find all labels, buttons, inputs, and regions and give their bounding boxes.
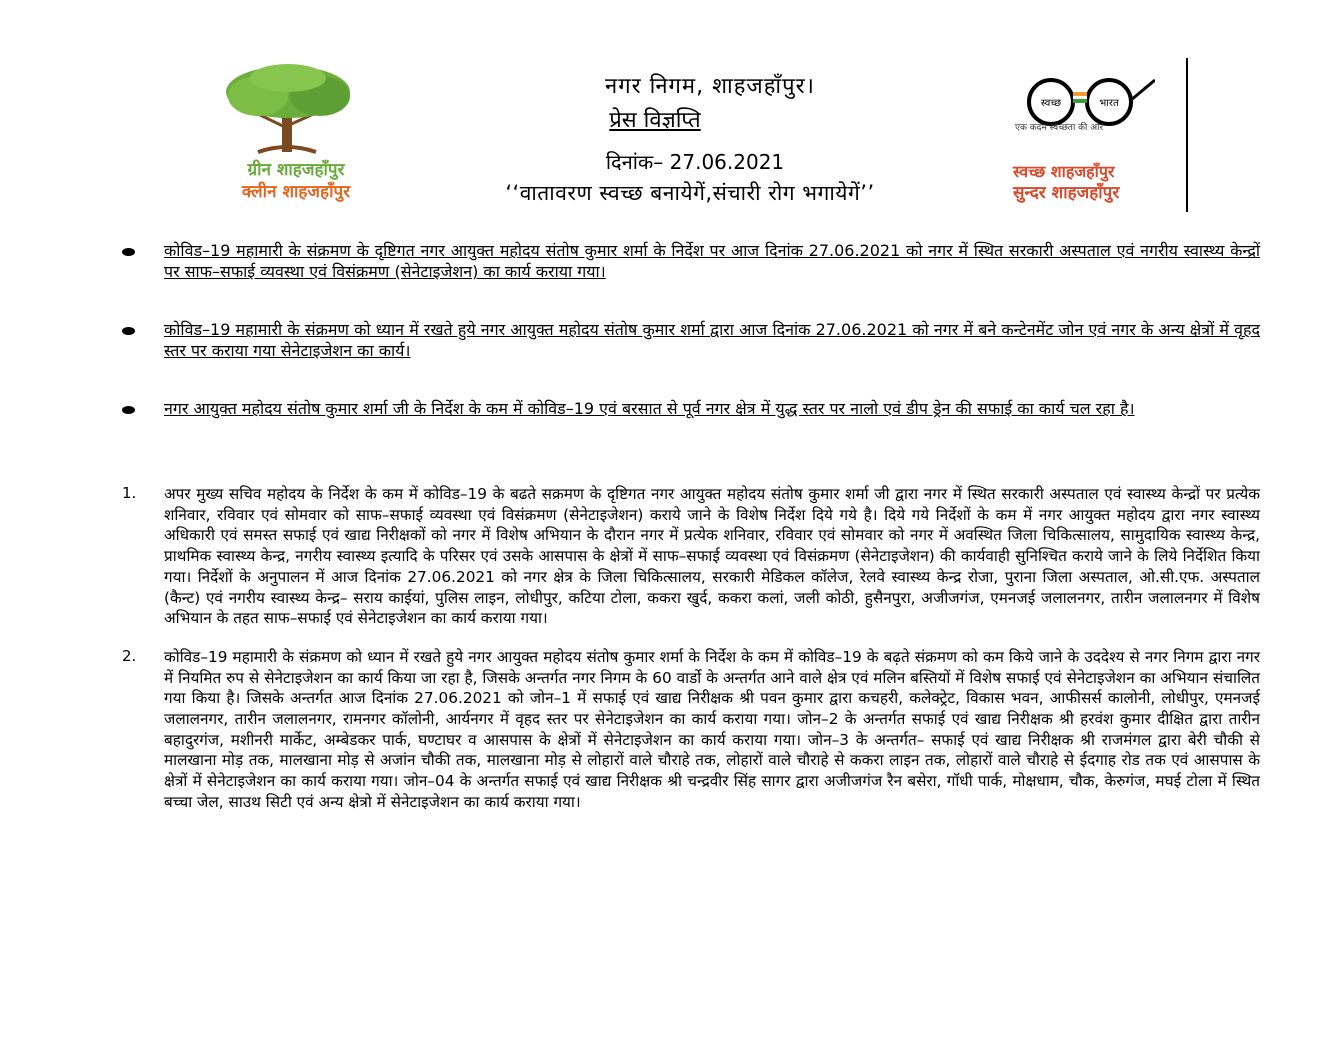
- bullet-text: कोविड–19 महामारी के संक्रमण को ध्यान में रखते हुये नगर आयुक्त महोदय संतोष कुमार शर्मा द्वारा आज दिनांक 27.06.2021 को नगर में बने कन्टेनमेंट जोन एवं नगर के अन्य क्षेत्रों में वृहद स्तर पर कराया गया सेनेटाइजेशन का कार्य।: [164, 320, 1260, 360]
- numbered-item: [122, 647, 1260, 813]
- tree-icon: [218, 62, 358, 158]
- right-logo-line2: सुन्दर शाहजहाँपुर: [1013, 183, 1120, 203]
- item-number: 2.: [122, 646, 137, 665]
- green-shahjahanpur-logo: [196, 62, 416, 200]
- bullet-item: [122, 319, 1260, 361]
- bullet-item: [122, 398, 1260, 419]
- numbered-list: [122, 484, 1260, 831]
- item-number: 1.: [122, 484, 137, 502]
- left-logo-line2: क्लीन शाहजहाँपुर: [241, 182, 351, 202]
- paragraph-text: कोविड–19 महामारी के संक्रमण को ध्यान में रखते हुये नगर आयुक्त महोदय संतोष कुमार शर्मा के निर्देश के कम में कोविड–19 के बढ़ते संक्रमण को कम किये जाने के उददेश्य से नगर निगम द्वारा नगर में नियमित रुप से सेनेटाइजेशन का कार्य किया जा रहा है, जिसके अन्तर्गत नगर निगम के 60 वार्डो के अन्तर्गत आने वाले क्षेत्र एवं मलिन बस्तियों में विशेष सफाई एवं सेनेटाइजेशन का अभियान संचालित गया किया है। जिसके अन्तर्गत आज दिनांक 27.06.2021 को जोन–1 में सफाई एवं खाद्य निरीक्षक श्री पवन कुमार द्वारा कचहरी, कलेक्ट्रेट, विकास भवन, आफीसर्स कालोनी, लोधीपुर, एमनजई जलालनगर, तारीन जलालनगर, रामनगर कॉलोनी, आर्यनगर में वृहद स्तर पर सेनेटाइजेशन का कार्य कराया गया। जोन–2 के अन्तर्गत सफाई एवं खाद्य निरीक्षक श्री हरवंश कुमार दीक्षित द्वारा तारीन बहादुरगंज, मशीनरी मार्केट, अम्बेडकर पार्क, घण्टाघर व आसपास के क्षेत्रों में सेनेटाइजेशन का कार्य कराया गया। जोन–3 के अन्तर्गत– सफाई एवं खाद्य निरीक्षक श्री राजमंगल द्वारा बेरी चौकी से मालखाना मोड़ तक, मालखाना मोड़ से अजांन चौकी तक, मालखाना मोड़ से लोहारों वाले चौराहे तक, लोहारों वाले चौराहे से ककरा लाइन तक, लोहारों वाले चौराहे से ईदगाह रोड तक एवं आसपास के क्षेत्रों में सेनेटाइजेशन का कार्य कराया गया। जोन–04 के अन्तर्गत सफाई एवं खाद्य निरीक्षक श्री चन्द्रवीर सिंह सागर द्वारा अजीजगंज रैन बसेरा, गॉधी पार्क, मोक्षधाम, चौक, केरुगंज, मघई टोला में स्थित बच्चा जेल, साउथ सिटी एवं अन्य क्षेत्रो में सेनेटाइजेशन का कार्य कराया गया।: [164, 647, 1260, 811]
- bullet-text: कोविड–19 महामारी के संक्रमण के दृष्टिगत नगर आयुक्त महोदय संतोष कुमार शर्मा के निर्देश पर आज दिनांक 27.06.2021 को नगर में स्थित सरकारी अस्पताल एवं नगरीय स्वास्थ्य केन्द्रों पर साफ–सफाई व्यवस्था एवं विसंक्रमण (सेनेटाइजेशन) का कार्य कराया गया।: [164, 241, 1260, 281]
- right-logo-line1: स्वच्छ शाहजहाँपुर: [1013, 162, 1115, 181]
- bullet-item: [122, 240, 1260, 282]
- numbered-item: [122, 484, 1260, 629]
- bullet-marker: [122, 406, 135, 414]
- org-name: नगर निगम, शाहजहाँपुर।: [605, 74, 815, 99]
- slogan: ‘‘वातावरण स्वच्छ बनायेगें,संचारी रोग भगायेगें’’: [505, 181, 875, 205]
- swachh-bharat-logo: [1005, 70, 1150, 210]
- document-date: दिनांक– 27.06.2021: [605, 150, 785, 174]
- document-header: [400, 70, 980, 207]
- bullet-text: नगर आयुक्त महोदय संतोष कुमार शर्मा जी के निर्देश के कम में कोविड–19 एवं बरसात से पूर्व नगर क्षेत्र में युद्ध स्तर पर नालो एवं डीप ड्रेन की सफाई का कार्य चल रहा है।: [164, 399, 1135, 418]
- document-title: प्रेस विज्ञप्ति: [609, 108, 701, 133]
- header-divider: [1186, 58, 1188, 212]
- paragraph-text: अपर मुख्य सचिव महोदय के निर्देश के कम में कोविड–19 के बढते सक्रमण के दृष्टिगत नगर आयुक्त महोदय संतोष कुमार शर्मा जी द्वारा नगर में स्थित सरकारी अस्पताल एवं स्वास्थ्य केन्द्रों पर प्रत्येक शनिवार, रविवार एवं सोमवार को साफ–सफाई व्यवस्था एवं विसंक्रमण (सेनेटाइजेशन) कराये जाने के विशेष निर्देश दिये गये है। दिये गये निर्देशों के कम में नगर आयुक्त महोदय द्वारा नगर स्वास्थ्य अधिकारी एवं समस्त सफाई एवं खाद्य निरीक्षकों को नगर में विशेष अभियान के दौरान नगर में प्रत्येक शनिवार, रविवार एवं सोमवार को नगर में अवस्थित जिला चिकित्सालय, सामुदायिक स्वास्थ्य केन्द्र, प्राथमिक स्वास्थ्य केन्द्र, नगरीय स्वास्थ्य इत्यादि के परिसर एवं उसके आसपास के क्षेत्रों में साफ–सफाई व्यवस्था एवं विसंक्रमण (सेनेटाइजेशन) की कार्यवाही सुनिश्चित कराये जाने के लिये निर्देशित किया गया। निर्देशों के अनुपालन में आज दिनांक 27.06.2021 को नगर क्षेत्र के जिला चिकित्सालय, सरकारी मेडिकल कॉलेज, रेलवे स्वास्थ्य केन्द्र रोजा, पुराना जिला अस्पताल, ओ.सी.एफ. अस्पताल (कैन्ट) एवं नगरीय स्वास्थ्य केन्द्र– सराय काईयां, पुलिस लाइन, लोधीपुर, कटिया टोला, ककरा खुर्द, ककरा कलां, जली कोठी, हुसैनपुरा, अजीजगंज, एमनजई जलालनगर, तारीन जलालनगर में विशेष अभियान के तहत साफ–सफाई एवं सेनेटाइजेशन का कार्य कराया गया।: [164, 485, 1260, 628]
- left-lens-text: स्वच्छ: [1040, 98, 1062, 109]
- bullet-marker: [122, 327, 135, 335]
- bullet-marker: [122, 248, 135, 256]
- left-logo-line1: ग्रीन शाहजहाँपुर: [247, 160, 345, 180]
- swachh-tagline: एक कदम स्वच्छता की ओर: [1015, 123, 1104, 133]
- right-lens-text: भारत: [1099, 98, 1119, 109]
- bullet-list: [122, 240, 1260, 456]
